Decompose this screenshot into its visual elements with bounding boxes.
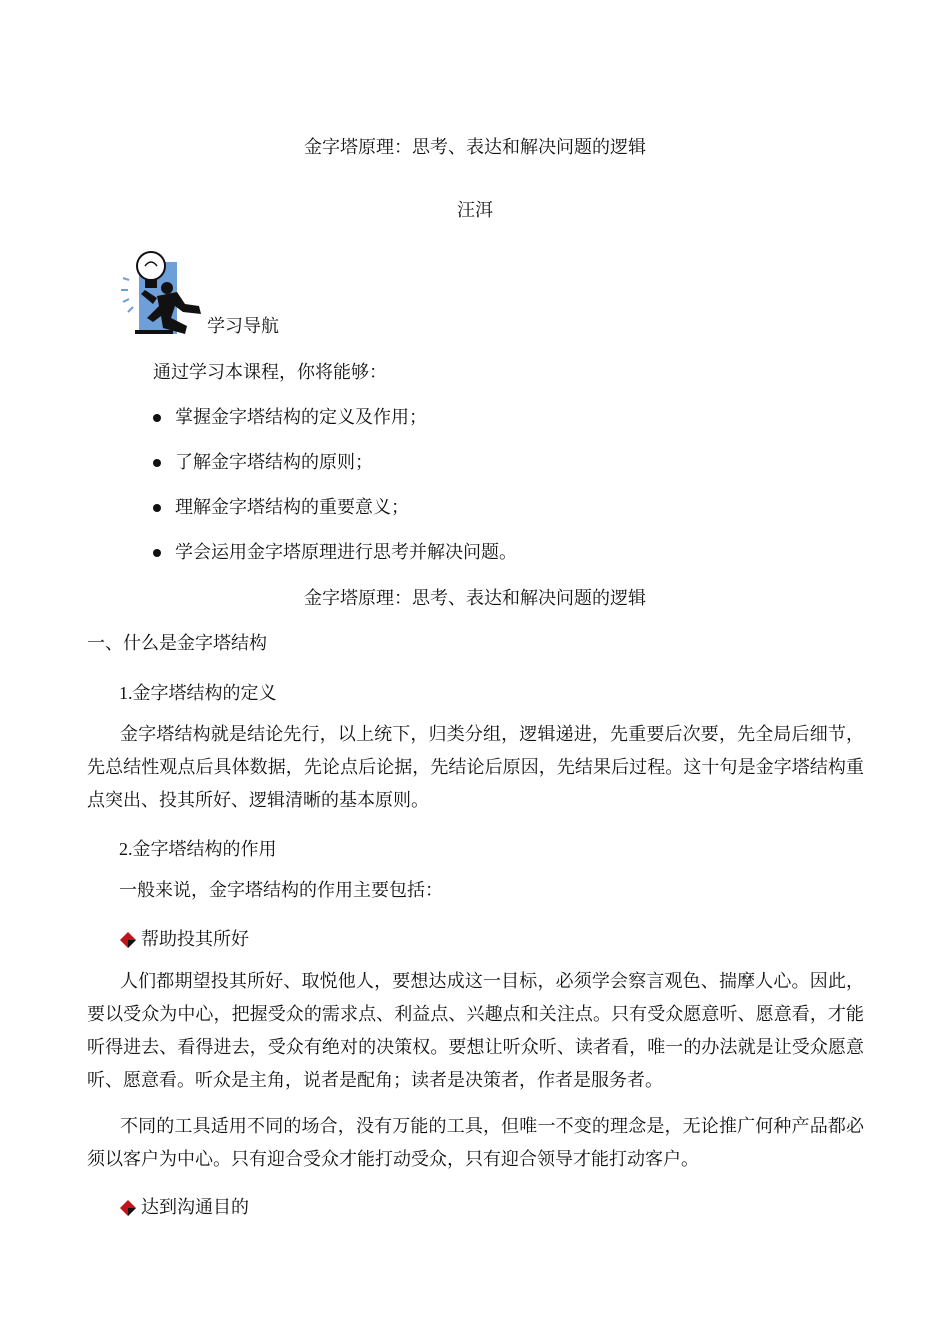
objective-text: 掌握金字塔结构的定义及作用；: [175, 407, 427, 428]
objective-text: 学会运用金字塔原理进行思考并解决问题。: [175, 542, 517, 563]
subsection-number: 1.: [119, 683, 133, 703]
intro-text: 通过学习本课程，你将能够：: [153, 362, 387, 383]
objective-text: 理解金字塔结构的重要意义；: [175, 497, 409, 518]
subsection-heading: [119, 682, 277, 705]
paragraph: 不同的工具适用不同的场合，没有万能的工具，但唯一不变的理念是，无论推广何种产品都必须以客户为中心。只有迎合受众才能打动受众，只有迎合领导才能打动客户。: [87, 1116, 864, 1170]
bullet-icon: [153, 504, 161, 512]
point-text: 帮助投其所好: [141, 929, 249, 950]
bullet-icon: [153, 459, 161, 467]
document-title: 金字塔原理：思考、表达和解决问题的逻辑: [304, 137, 646, 158]
paragraph: 人们都期望投其所好、取悦他人，要想达成这一目标，必须学会察言观色、揣摩人心。因此，要以受众为中心，把握受众的需求点、利益点、兴趣点和关注点。只有受众愿意听、愿意看，才能听得进去、看得进去，受众有绝对的决策权。要想让听众听、读者看，唯一的办法就是让受众愿意听、愿意看。听众是主角，说者是配角；读者是决策者，作者是服务者。: [87, 971, 864, 1091]
diamond-bullet-icon: [119, 1199, 137, 1217]
section-title: 金字塔原理：思考、表达和解决问题的逻辑: [304, 588, 646, 609]
nav-heading: 学习导航: [207, 316, 279, 337]
objective-text: 了解金字塔结构的原则；: [175, 452, 373, 473]
paragraph: 金字塔结构就是结论先行，以上统下，归类分组，逻辑递进，先重要后次要，先全局后细节，先总结性观点后具体数据，先论点后论据，先结论后原因，先结果后过程。这十句是金字塔结构重点突出、投其所好、逻辑清晰的基本原则。: [87, 724, 864, 811]
subsection-text: 金字塔结构的定义: [132, 683, 277, 704]
bullet-icon: [153, 414, 161, 422]
lightbulb-thinker-icon: [117, 248, 209, 340]
bullet-icon: [153, 549, 161, 557]
subsection-heading: [119, 838, 277, 861]
subsection-number: 2.: [119, 839, 133, 859]
point-text: 达到沟通目的: [141, 1197, 249, 1218]
section-heading: 一、什么是金字塔结构: [87, 633, 267, 654]
document-author: 汪洱: [457, 200, 493, 221]
diamond-bullet-icon: [119, 931, 137, 949]
paragraph: 一般来说，金字塔结构的作用主要包括：: [119, 880, 443, 901]
subsection-text: 金字塔结构的作用: [132, 839, 277, 860]
